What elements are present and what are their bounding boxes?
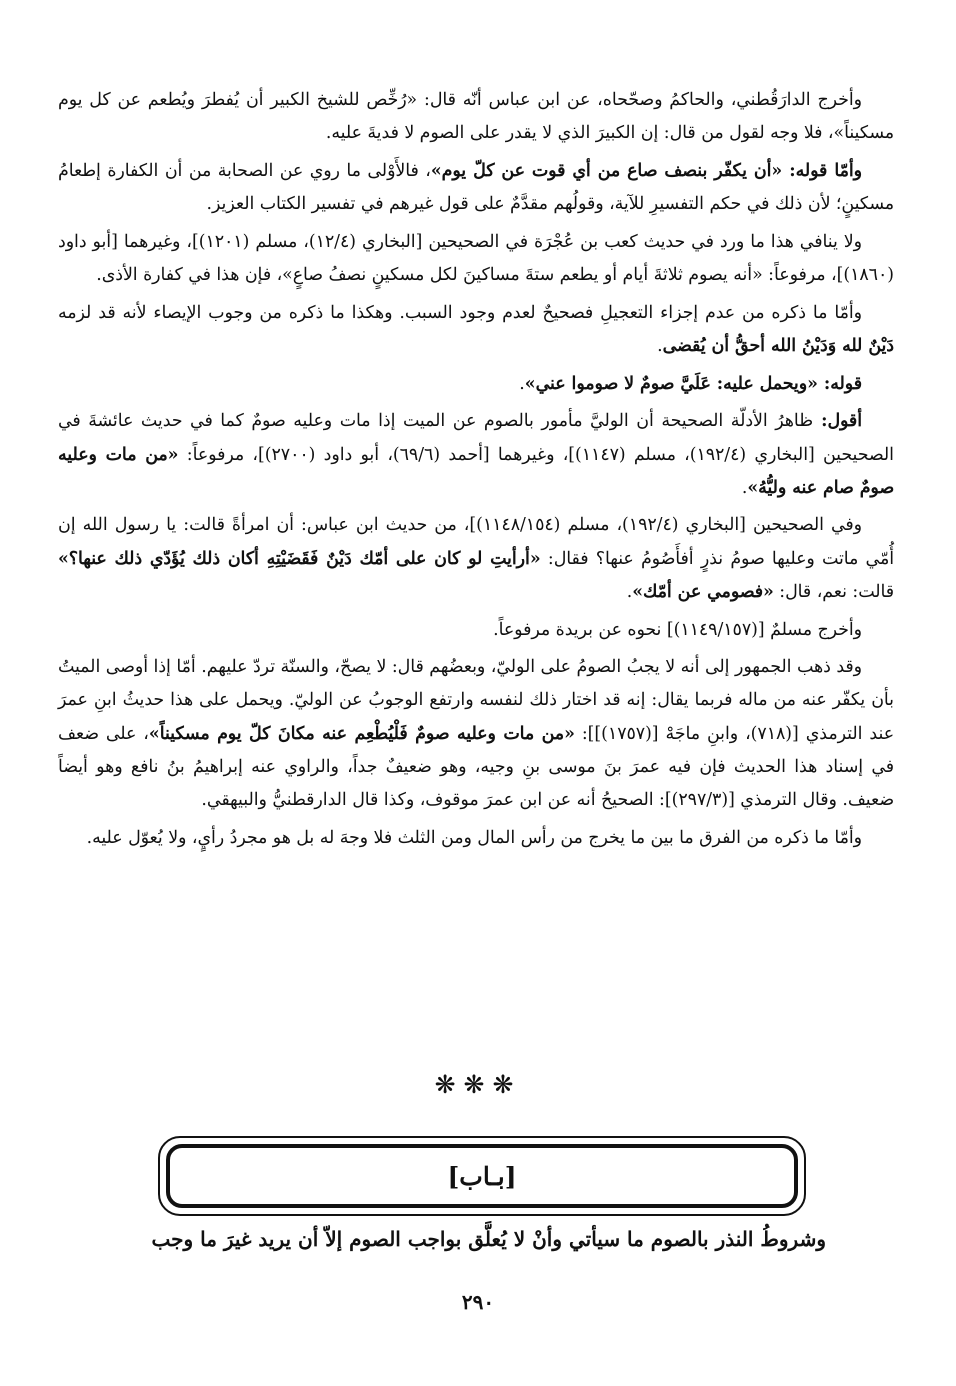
bold-quote-text: قوله: «ويحمل عليه: عَلَيَّ صومٌ لا صوموا عني» [524, 373, 862, 394]
paragraph-text: . [519, 373, 525, 394]
paragraph-text: وأخرج الدارَقُطني، والحاكمُ وصحّحاه، عن ابن عباس أنّه قال: «رُخِّص للشيخ الكبير أن يُفطرَ ويُطعم عن كل يوم مسكيناً»، فلا وجه لقول من قال: إن الكبيرَ الذي لا يقدر على الصوم لا فديةَ عليه. [58, 90, 894, 144]
paragraph-text: ، على ضعف في إسناد هذا الحديث فإن فيه عمرَ بنَ موسى بنِ وجيه، وهو ضعيفٌ جداً، والراوي عنه إبراهيمُ بنُ نافع وهو أيضاً ضعيف. وقال الترمذي [(٢٩٧/٣)]: الصحيحُ أنه عن ابن عمرَ موقوف، وكذا قال الدارقطنيُّ والبيهقي. [58, 723, 894, 811]
paragraph-text: وفي الصحيحين [البخاري (١٩٢/٤)، مسلم (١١٤٨/١٥٤)]، من حديث ابن عباس: أن امرأةً قالت: يا رسول الله إن أُمّي ماتت وعليها صومُ نذرٍ أفأَصُومُ عنها؟ فقال: [58, 515, 894, 569]
paragraph [58, 297, 894, 363]
section-first-line: وشروطُ النذر بالصوم ما سيأتي وأنْ لا يُعلَّق بواجب الصوم إلاّ أن يريد غيرَ ما وجب [151, 1227, 826, 1251]
paragraph [58, 84, 894, 150]
bold-quote-text: «أرأيتِ لو كان على أمّك دَيْنٌ فَقَضَيْتِهِ أكان ذلك يُؤَدّي ذلك عنها؟» [58, 548, 541, 569]
bold-quote-text: دَيْنٌ لله وَدَيْنُ الله أحقُّ أن يُقضى [662, 335, 894, 356]
bold-quote-text: «فصومي عن أمّك» [632, 581, 774, 602]
paragraph [58, 651, 894, 817]
bold-quote-text: أقول: [812, 411, 862, 432]
page-number: ٢٩٠ [461, 1290, 495, 1314]
section-heading-frame [158, 1136, 806, 1216]
section-separator: ❋❋❋ [434, 1070, 522, 1099]
paragraph-text: وأمّا ما ذكره من الفرق ما بين ما يخرج من رأس المال ومن الثلث فلا وجهَ له بل هو مجردُ رأيٍ، ولا يُعوّل عليه. [86, 827, 862, 848]
paragraph-text: ظاهرُ الأدلّة الصحيحة أن الوليَّ مأمور بالصوم عن الميت إذا مات وعليه صومٌ كما في حديث عائشةَ في الصحيحين [البخاري (١٩٢/٤)، مسلم (١١٤٧)]، وغيرهما [أحمد (٦٩/٦)، أبو داود (٢٧٠٠)]، مرفوعاً: [58, 411, 894, 465]
bold-quote-text: «من مات وعليه صومٌ فَلْيُطْعِم عنه مكانَ كلّ يوم مسكيناً» [148, 723, 575, 744]
paragraph-text: ولا ينافي هذا ما ورد في حديث كعب بن عُجْرَة في الصحيحين [البخاري (١٢/٤)، مسلم (١٢٠١)]، وغيرهما [أبو داود (١٨٦٠)]، مرفوعاً: «أنه يصوم ثلاثةَ أيام أو يطعم ستةَ مساكينَ لكل مسكينٍ نصفُ صاعٍ»، فإن هذا في كفارة الأذى. [58, 231, 894, 286]
section-heading: [بـاب] [447, 1161, 517, 1191]
paragraph [58, 614, 894, 647]
paragraph [58, 405, 894, 505]
paragraph [58, 368, 894, 401]
paragraph-text: وأمّا ما ذكره من عدم إجزاء التعجيلِ فصحيحٌ لعدم وجود السبب. وهكذا ما ذكره من وجوب الإيصاء لأنه قد لزمه [58, 302, 862, 323]
paragraph-text: ، فالأَوْلى ما روي عن الصحابة من أن الكفارة إطعامُ مسكينٍ؛ لأن ذلك في حكم التفسيرِ للآية، وقولُهم مقدَّمٌ على قول غيرهم في تفسير الكتاب العزيز. [58, 160, 894, 215]
section-heading-inner-frame [166, 1144, 798, 1208]
paragraph-text: . [657, 335, 663, 356]
bold-quote-text: «من مات وعليه صومٌ صام عنه وليُّهُ» [58, 444, 894, 498]
paragraph-text: قالت: نعم، قال: [773, 581, 894, 602]
paragraph-text: وقد ذهب الجمهور إلى أنه لا يجبُ الصومُ على الوليّ، وبعضُهم قال: لا يصحّ، والسنّة تردّ عليهم. أمّا إذا أوصى الميتُ بأن يكفّر عنه من ماله فربما يقال: إنه قد اختار ذلك لنفسه وارتفع الوجوبُ عن الوليّ. ويحمل على هذا حديثُ ابنِ عمرَ عند الترمذي [(٧١٨)، وابنِ ماجَهْ [(١٧٥٧)]]: [58, 657, 895, 744]
paragraph-text: . [741, 477, 748, 498]
paragraph [58, 226, 894, 292]
paragraph-text: وأخرج مسلمٌ [(١١٤٩/١٥٧)] نحوه عن بريدة مرفوعاً. [493, 619, 862, 640]
bold-quote-text: وأمّا قوله: «أن يكفّر بنصف صاع من أي قوت عن كلّ يوم» [430, 160, 862, 181]
paragraph-text: . [626, 581, 633, 602]
main-text [58, 84, 894, 859]
paragraph [58, 822, 894, 855]
paragraph [58, 509, 894, 609]
paragraph [58, 155, 894, 221]
